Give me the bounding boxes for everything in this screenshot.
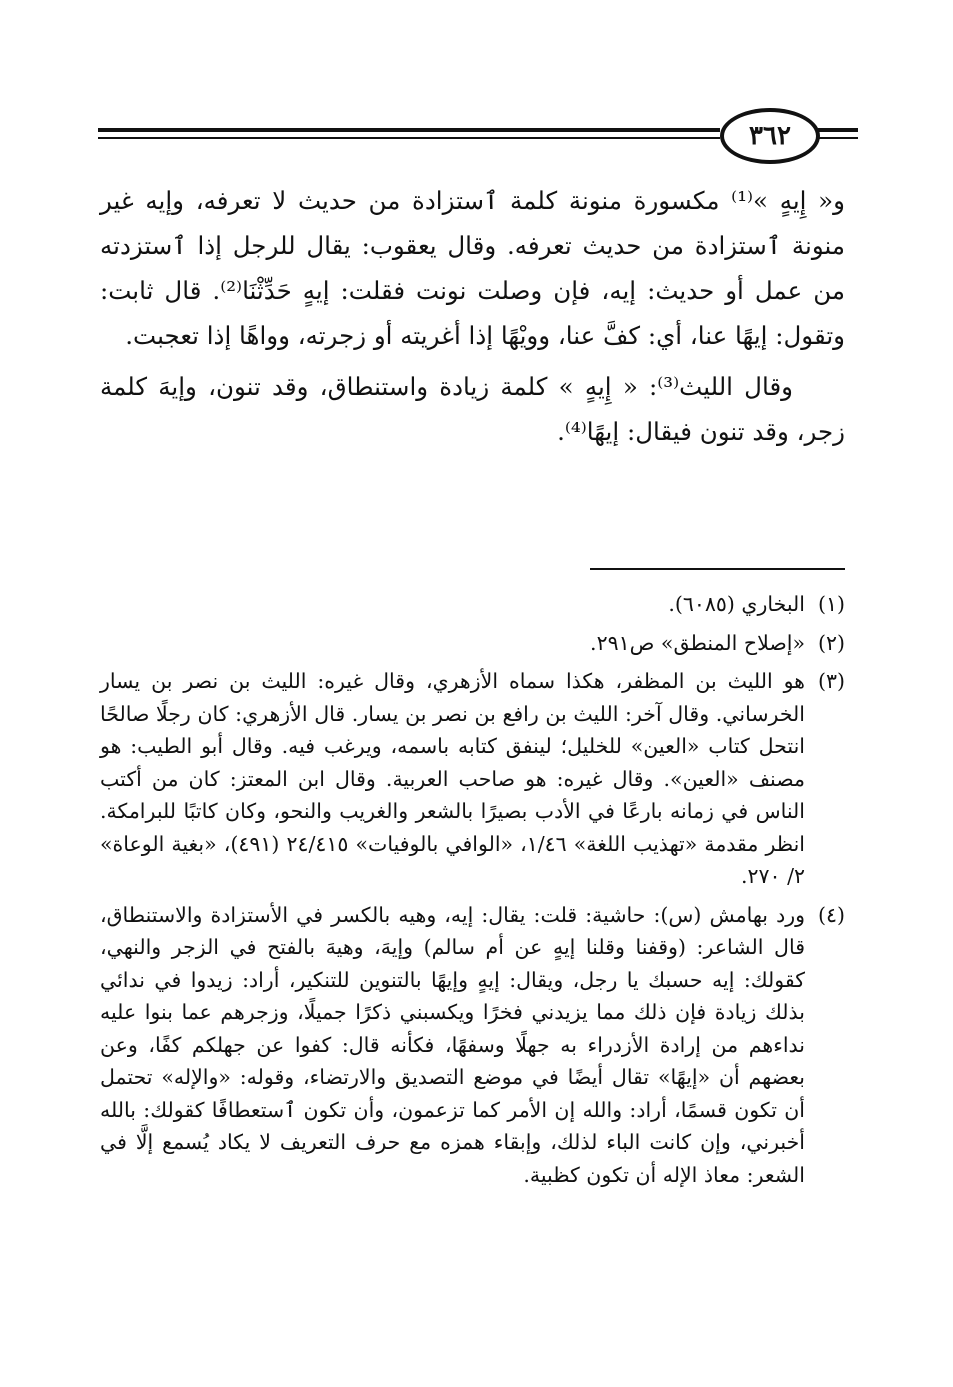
body-paragraph: و« إِيهٍ »⁽¹⁾ مكسورة منونة كلمة ٱستزادة من حديث لا تعرفه، وإيه غير منونة ٱستزادة من حديث تعرفه. وقال يعقوب: يقال للرجل إذا ٱستزدته من عمل أو حديث: إيه، فإن وصلت نونت فقلت: إيهٍ حَدِّثْنَا⁽²⁾. قال ثابت: وتقول: إيهًا عنا، أي: كفَّ عنا، وويْهًا إذا أغريته أو زجرته، وواهًا إذا تعجبت. [100, 186, 845, 350]
footnote-number: (٢) [817, 630, 845, 655]
footnote [100, 588, 845, 621]
page-header [98, 108, 858, 160]
header-rule [98, 128, 720, 132]
header-rule [818, 128, 858, 132]
header-rule [98, 137, 720, 139]
footnote-text: ورد بهامش (س): حاشية: قلت: يقال: إيه، وهيه بالكسر في الأستزادة والاستنطاق، قال الشاعر: (وقفنا وقلنا إيهٍ عن أم سالم) وإيهَ، وهيهَ بالفتح في الزجر والنهي، كقولك: إيه حسبك يا رجل، ويقال: إيهٍ وإيهًا بالتنوين للتنكير، أراد: زيدوا في ندائي بذلك زيادة فإن ذلك مما يزيدني فخرًا ويكسبني ذكرًا جميلًا، وزجرهم عما بنوا عليه نداءهم من إرادة الأزدراء به جهلًا وسفهًا، فكأنه قال: كفوا عن جهلكم كفًا، وعن بعضهم أن «إيهًا» تقال أيضًا في موضع التصديق والارتضاء، وقوله: «والإله» تحتمل أن تكون قسمًا، أراد: والله إن الأمر كما تزعمون، وأن تكون ٱستعطافًا كقولك: بالله أخبرني، وإن كانت الباء لذلك، وإبقاء همزه مع حرف التعريف لا يكاد يُسمع إلَّا في الشعر: معاذ الإله أن تكون كظبية. [100, 902, 805, 1187]
footnote [100, 899, 845, 1192]
footnote-text: هو الليث بن المظفر، هكذا سماه الأزهري، وقال غيره: الليث بن نصر بن يسار الخرساني. وقال آخر: الليث بن رافع بن نصر بن يسار. قال الأزهري: كان رجلًا صالحًا انتحل كتاب «العين» للخليل؛ لينفق كتابه باسمه، ويرغب فيه. وقال أبو الطيب: هو مصنف «العين». وقال غيره: هو صاحب العربية. وقال ابن المعتز: كان من أكتب الناس في زمانه بارعًا في الأدب بصيرًا بالشعر والغريب والنحو، وكان كاتبًا للبرامكة. انظر مقدمة «تهذيب اللغة» ١/٤٦، «الوافي بالوفيات» ٢٤/٤١٥ (٤٩١)، «بغية الوعاة» ٢/ ٢٧٠. [100, 669, 805, 888]
main-text [100, 178, 845, 460]
footnote-number: (٤) [817, 902, 845, 927]
footnote-text: البخاري (٦٠٨٥). [668, 592, 805, 616]
footnote-separator [590, 568, 845, 570]
footnotes [100, 588, 845, 1197]
page-number: ٣٦٢ [720, 108, 820, 164]
header-rule [818, 137, 858, 139]
footnote [100, 665, 845, 893]
footnote [100, 627, 845, 660]
body-paragraph: وقال الليث⁽³⁾: « إِيهٍ » كلمة زيادة واستنطاق، وقد تنون، وإيهَ كلمة زجر، وقد تنون فيقال: إيهًا⁽⁴⁾. [100, 372, 845, 446]
footnote-number: (١) [817, 592, 845, 616]
footnote-text: «إصلاح المنطق» ص٢٩١. [590, 630, 805, 655]
footnote-number: (٣) [817, 669, 845, 693]
